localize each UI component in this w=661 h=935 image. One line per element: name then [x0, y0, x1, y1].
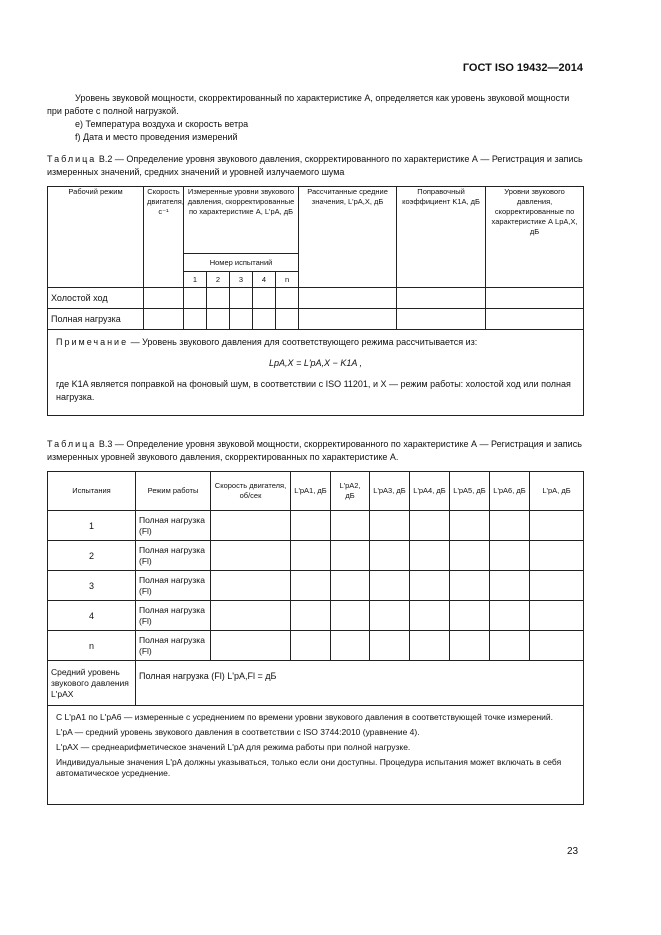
empty-cell — [410, 601, 450, 631]
mode-cell: Полная нагрузка (Fl) — [136, 511, 211, 541]
average-value: Полная нагрузка (Fl) L'pA,Fl = дБ — [136, 661, 584, 706]
col-header: Поправочный коэффициент K1A, дБ — [397, 187, 486, 288]
test-number: 2 — [207, 272, 230, 288]
test-number: 3 — [48, 571, 136, 601]
col-header: L'pA1, дБ — [291, 472, 331, 511]
mode-cell: Полная нагрузка (Fl) — [136, 631, 211, 661]
test-number: 4 — [48, 601, 136, 631]
empty-cell — [490, 571, 530, 601]
standard-header: ГОСТ ISO 19432—2014 — [462, 62, 583, 74]
mode-cell: Полная нагрузка (Fl) — [136, 541, 211, 571]
intro-text — [47, 92, 583, 144]
intro-paragraph: Уровень звуковой мощности, скорректированный по характеристике А, определяется как уровень звуковой мощности при работе с полной нагрузкой. — [47, 93, 570, 116]
item-f: f) Дата и место проведения измерений — [75, 132, 238, 142]
empty-cell — [530, 571, 584, 601]
col-header: L'pA5, дБ — [450, 472, 490, 511]
empty-cell — [331, 631, 370, 661]
table-note — [48, 706, 584, 805]
empty-cell — [211, 511, 291, 541]
empty-cell — [291, 601, 331, 631]
empty-cell — [291, 541, 331, 571]
mode-cell: Полная нагрузка (Fl) — [136, 571, 211, 601]
table-b3 — [47, 471, 584, 805]
empty-cell — [291, 631, 331, 661]
empty-cell — [450, 601, 490, 631]
note-text: Индивидуальные значения L'pA должны указываться, только если они доступны. Процедура испытания может включать в себя автоматическое усреднение. — [56, 757, 562, 778]
col-header: L'pA2, дБ — [331, 472, 370, 511]
table-row — [48, 631, 584, 661]
empty-cell — [370, 631, 410, 661]
test-number: 2 — [48, 541, 136, 571]
empty-cell — [410, 631, 450, 661]
caption-text: В.3 — Определение уровня звуковой мощности, скорректированного по характеристике А — Регистрация и запись измеренных уровней звукового давления, скорректированных по характеристике А. — [47, 439, 582, 462]
col-header: Измеренные уровни звукового давления, скорректированные по характеристике А, L'pA, дБ — [184, 187, 299, 254]
caption-label: Таблица — [47, 154, 97, 164]
note-text: L'pA — средний уровень звукового давления в соответствии с ISO 3744:2010 (уравнение 4). — [56, 727, 420, 737]
empty-cell — [530, 511, 584, 541]
test-number: n — [276, 272, 299, 288]
empty-cell — [370, 541, 410, 571]
empty-cell — [331, 601, 370, 631]
mode-cell: Полная нагрузка (Fl) — [136, 601, 211, 631]
note-text: — Уровень звукового давления для соответствующего режима рассчитывается из: — [130, 337, 478, 347]
item-e: e) Температура воздуха и скорость ветра — [75, 119, 249, 129]
table-row — [48, 511, 584, 541]
col-header: Скорость двигателя, об/сек — [211, 472, 291, 511]
row-label: Холостой ход — [48, 288, 144, 309]
table-note — [48, 330, 584, 416]
empty-cell — [211, 541, 291, 571]
formula: LpA,X = L'pA,X − K1A , — [269, 358, 362, 368]
empty-cell — [370, 511, 410, 541]
note-text: L'pAX — среднеарифметическое значений L'pA для режима работы при полной нагрузке. — [56, 742, 411, 752]
empty-cell — [331, 571, 370, 601]
table-b2 — [47, 186, 584, 416]
empty-cell — [331, 511, 370, 541]
col-header: Режим работы — [136, 472, 211, 511]
empty-cell — [530, 601, 584, 631]
page-number: 23 — [567, 846, 579, 857]
col-header: L'pA, дБ — [530, 472, 584, 511]
empty-cell — [370, 571, 410, 601]
empty-cell — [370, 601, 410, 631]
empty-cell — [331, 541, 370, 571]
test-number: n — [48, 631, 136, 661]
note-text: С L'pA1 по L'pA6 — измеренные с усреднением по времени уровни звукового давления в соответствующей точке измерений. — [56, 712, 554, 722]
test-number: 3 — [230, 272, 253, 288]
empty-cell — [410, 541, 450, 571]
note-label: Примечание — [56, 337, 129, 347]
col-header: L'pA4, дБ — [410, 472, 450, 511]
empty-cell — [291, 511, 331, 541]
table-b2-caption — [47, 153, 583, 179]
empty-cell — [211, 601, 291, 631]
empty-cell — [490, 631, 530, 661]
row-label: Полная нагрузка — [48, 309, 144, 330]
col-header: Уровни звукового давления, скорректированные по характеристике А LpA,X, дБ — [486, 187, 584, 288]
col-header: Испытания — [48, 472, 136, 511]
table-b3-caption — [47, 438, 583, 464]
empty-cell — [410, 571, 450, 601]
col-header: L'pA6, дБ — [490, 472, 530, 511]
col-header: Скорость двигателя, с⁻¹ — [144, 187, 184, 288]
table-row — [48, 309, 584, 330]
col-header: Рабочий режим — [48, 187, 144, 288]
empty-cell — [291, 571, 331, 601]
caption-label: Таблица — [47, 439, 97, 449]
empty-cell — [450, 571, 490, 601]
empty-cell — [490, 601, 530, 631]
table-row — [48, 571, 584, 601]
empty-cell — [530, 631, 584, 661]
empty-cell — [450, 511, 490, 541]
table-row — [48, 601, 584, 631]
col-header: L'pA3, дБ — [370, 472, 410, 511]
col-header: Рассчитанные средние значения, L'pA,X, дБ — [299, 187, 397, 288]
table-row — [48, 541, 584, 571]
empty-cell — [410, 511, 450, 541]
empty-cell — [211, 571, 291, 601]
test-number: 1 — [184, 272, 207, 288]
empty-cell — [530, 541, 584, 571]
empty-cell — [450, 541, 490, 571]
test-number: 4 — [253, 272, 276, 288]
empty-cell — [450, 631, 490, 661]
table-row — [48, 288, 584, 309]
sub-header: Номер испытаний — [184, 254, 299, 272]
test-number: 1 — [48, 511, 136, 541]
caption-text: В.2 — Определение уровня звукового давления, скорректированного по характеристике А — Регистрация и запись измеренных значений, средних значений и уровней излучаемого шума — [47, 154, 583, 177]
empty-cell — [490, 541, 530, 571]
note-text: где K1A является поправкой на фоновый шум, в соответствии с ISO 11201, и X — режим работы: холостой ход или полная нагрузка. — [56, 379, 571, 402]
empty-cell — [490, 511, 530, 541]
empty-cell — [211, 631, 291, 661]
average-label: Средний уровень звукового давления L'pAX — [48, 661, 136, 706]
